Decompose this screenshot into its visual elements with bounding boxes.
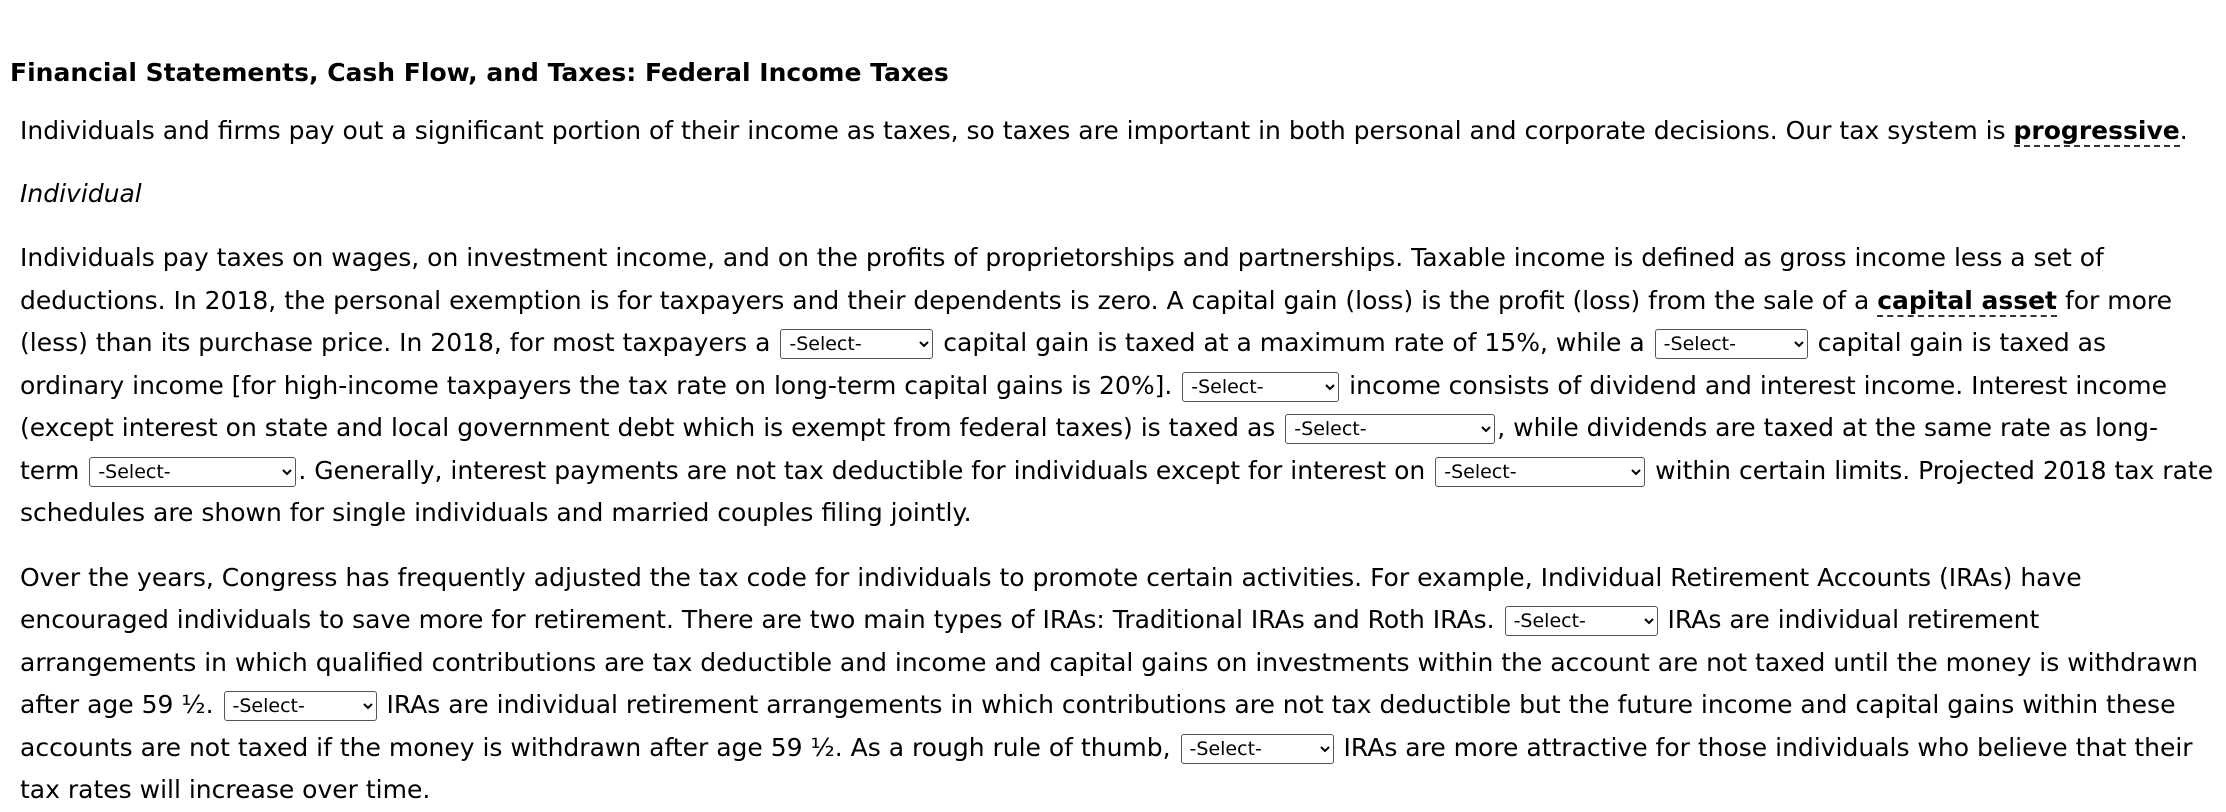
intro-paragraph: Individuals and firms pay out a significant portion of their income as taxes, so taxes are important in both personal and corporate decisions. Our tax system is progressive. [20, 116, 2188, 145]
select-ira-type-2[interactable] [224, 691, 377, 721]
select-interest-taxed-as[interactable] [1285, 414, 1495, 444]
select-ira-type-1[interactable] [1505, 606, 1658, 636]
select-capital-gain-type-1[interactable] [780, 329, 933, 359]
individual-paragraph: Individuals pay taxes on wages, on investment income, and on the profits of proprietorships and partnerships. Taxable income is defined as gross income less a set of deductions. In 2018, the personal exemption is for taxpayers and their dependents is zero. A capital gain (loss) is the profit (loss) from the sale of a capital asset for more (less) than its purchase price. In 2018, for most taxpayers a -Select- capital gain is taxed at a maximum rate of 15%, while a -Select- capital gain is taxed as ordinary income [for high-income taxpayers the tax rate on long-term capital gains is 20%]. -Select- income consists of dividend and interest income. Interest income (except interest on state and local government debt which is exempt from federal taxes) is taxed as -Select- , while dividends are taxed at the same rate as long-term -Select- . Generally, interest payments are not tax deductible for individuals except for interest on -Select- within certain limits. Projected 2018 tax rate schedules are shown for single individuals and married couples filing jointly. [20, 237, 2216, 535]
select-capital-gain-type-2[interactable] [1655, 329, 1808, 359]
glossary-term-capital-asset[interactable]: capital asset [1877, 285, 2058, 315]
glossary-term-progressive[interactable]: progressive [2013, 116, 2180, 145]
select-ira-type-3[interactable] [1181, 734, 1334, 764]
page-title: Financial Statements, Cash Flow, and Taxes: Federal Income Taxes [10, 58, 949, 87]
select-dividends-rate[interactable] [89, 457, 296, 487]
ira-paragraph: Over the years, Congress has frequently adjusted the tax code for individuals to promote certain activities. For example, Individual Retirement Accounts (IRAs) have encouraged individuals to save more for retirement. There are two main types of IRAs: Traditional IRAs and Roth IRAs. -Select- IRAs are individual retirement arrangements in which qualified contributions are tax deductible and income and capital gains on investments within the account are not taxed until the money is withdrawn after age 59 ½. -Select- IRAs are individual retirement arrangements in which contributions are not tax deductible but the future income and capital gains within these accounts are not taxed if the money is withdrawn after age 59 ½. As a rough rule of thumb, -Select- IRAs are more attractive for those individuals who believe that their tax rates will increase over time. [20, 557, 2216, 812]
select-deductible-interest[interactable] [1435, 457, 1645, 487]
section-label-individual: Individual [20, 178, 142, 208]
select-income-type[interactable] [1182, 372, 1339, 402]
